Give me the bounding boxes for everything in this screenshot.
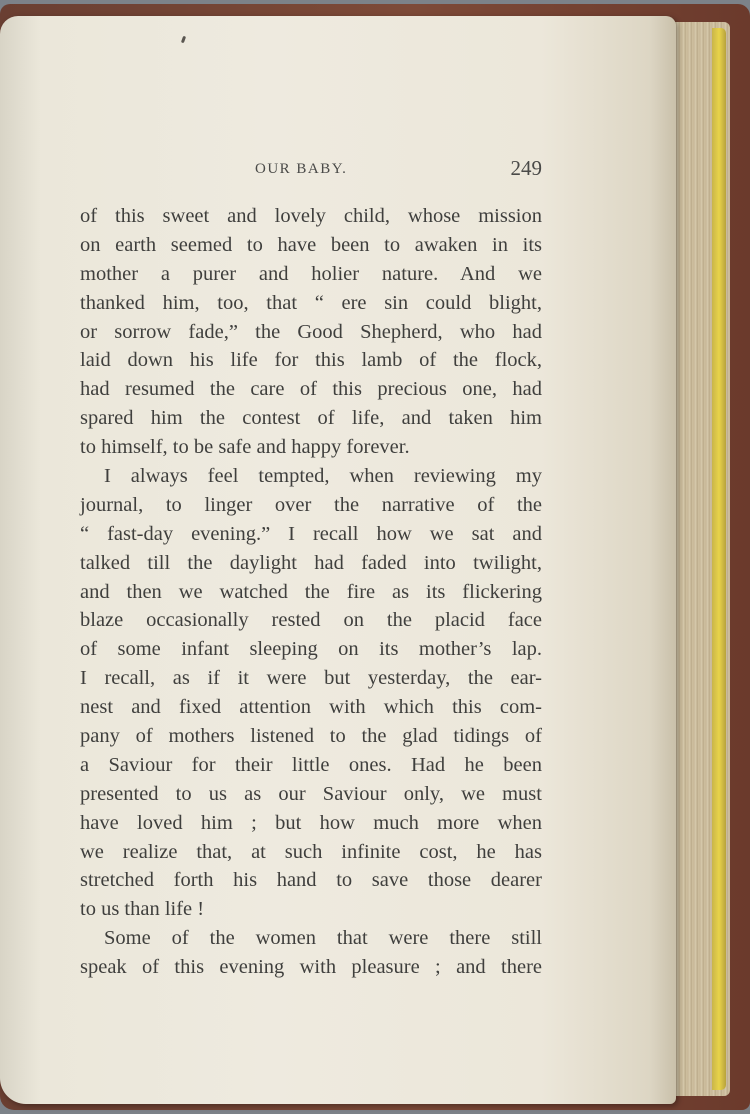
book-page [0,16,676,1104]
text-line: have loved him ; but how much more when [80,811,542,834]
text-line: blaze occasionally rested on the placid face [80,609,542,632]
text-line: to himself, to be safe and happy forever. [80,436,410,459]
text-line: and then we watched the fire as its flickering [80,580,542,603]
text-line: Some of the women that were there still [104,927,542,950]
text-line: presented to us as our Saviour only, we must [80,782,542,805]
text-line: of this sweet and lovely child, whose mission [80,205,542,227]
body-text [80,202,542,982]
page-number: 249 [510,156,542,180]
page-header [80,156,542,186]
text-line: we realize that, at such infinite cost, he has [80,840,542,863]
text-line: a Saviour for their little ones. Had he been [80,753,542,776]
text-line: “ fast-day evening.” I recall how we sat and [80,522,542,545]
text-line: nest and fixed attention with which this com- [80,696,542,719]
text-line: mother a purer and holier nature. And we [80,262,542,285]
text-line: journal, to linger over the narrative of the [80,493,542,516]
text-line: stretched forth his hand to save those dearer [80,869,542,892]
text-line: laid down his life for this lamb of the flock, [80,349,542,372]
ink-speck [181,36,186,44]
text-line: pany of mothers listened to the glad tidings of [80,725,542,748]
text-line: of some infant sleeping on its mother’s lap. [80,638,542,661]
running-head: OUR BABY. [255,161,348,177]
text-line: I recall, as if it were but yesterday, the ear- [80,667,542,690]
text-line: or sorrow fade,” the Good Shepherd, who had [80,320,542,343]
text-line: had resumed the care of this precious one, had [80,378,542,401]
gilt-edge [712,28,726,1090]
text-line: on earth seemed to have been to awaken in its [80,233,542,256]
text-line: talked till the daylight had faded into twilight, [80,551,542,574]
text-line: spared him the contest of life, and taken him [80,407,542,430]
text-line: speak of this evening with pleasure ; and there [80,956,542,979]
text-line: to us than life ! [80,898,205,921]
text-line: I always feel tempted, when reviewing my [104,465,542,488]
text-line: thanked him, too, that “ ere sin could blight, [80,291,542,314]
